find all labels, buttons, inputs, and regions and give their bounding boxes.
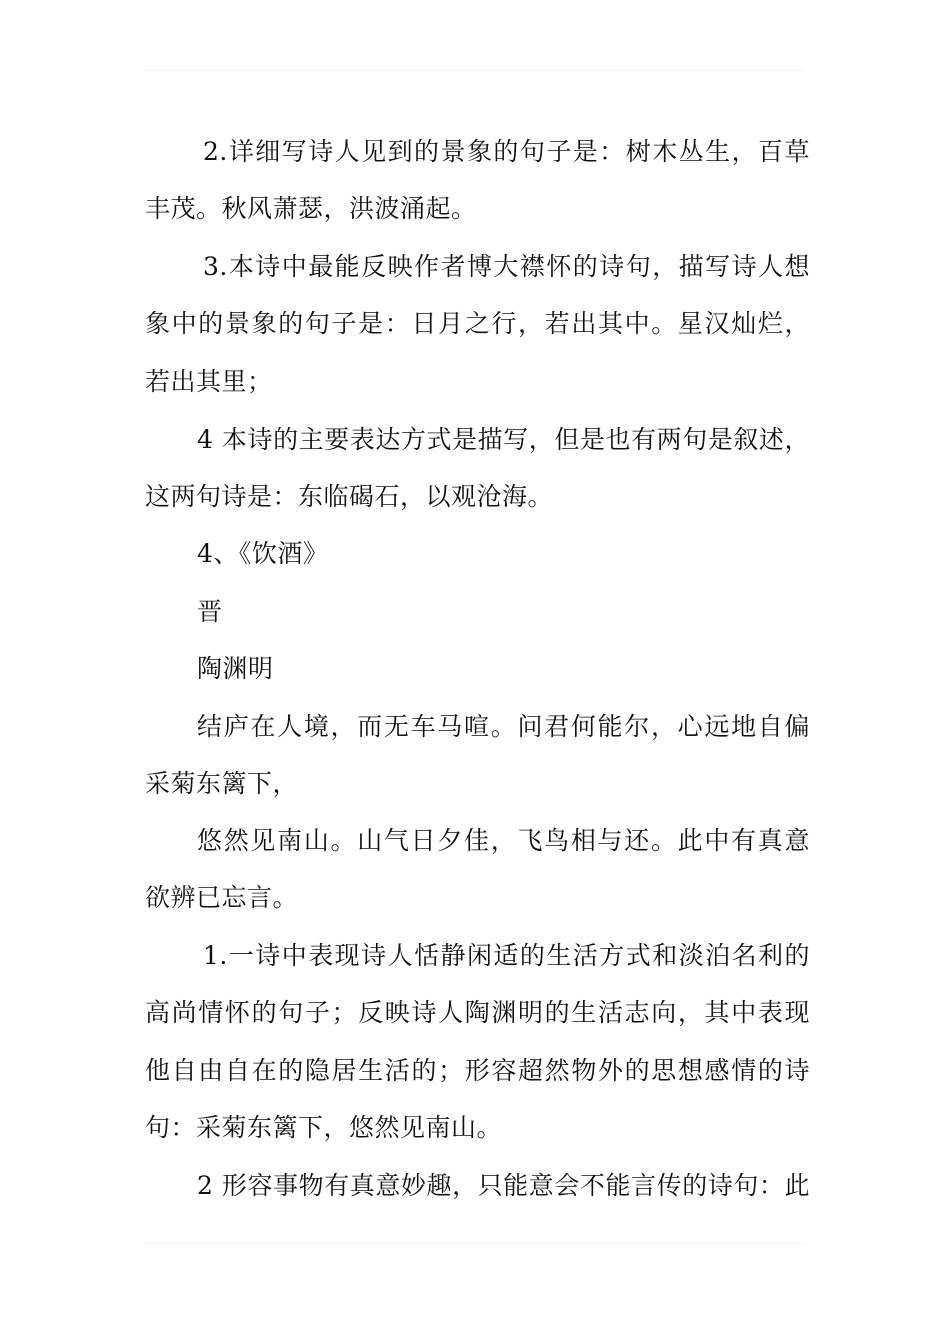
text-line: 他自由自在的隐居生活的；形容超然物外的思想感情的诗 — [145, 1056, 810, 1085]
text-line: 丰茂。秋风萧瑟，洪波涌起。 — [145, 194, 477, 223]
text-line: 高尚情怀的句子；反映诗人陶渊明的生活志向，其中表现 — [145, 998, 810, 1027]
text-line: 2.详细写诗人见到的景象的句子是：树木丛生，百草 — [203, 137, 810, 166]
footer-rule — [145, 1243, 805, 1244]
text-line: 这两句诗是：东临碣石，以观沧海。 — [145, 482, 554, 511]
text-line: 2 形容事物有真意妙趣，只能意会不能言传的诗句：此 — [197, 1171, 810, 1200]
poem-line: 欲辨已忘言。 — [145, 883, 299, 912]
header-rule — [145, 70, 805, 71]
poem-line: 悠然见南山。山气日夕佳，飞鸟相与还。此中有真意 — [197, 826, 810, 855]
text-line: 若出其里； — [145, 367, 273, 396]
text-line: 1.一诗中表现诗人恬静闲适的生活方式和淡泊名利的 — [203, 941, 810, 970]
section-heading: 4、《饮酒》 — [197, 539, 329, 568]
text-line: 3.本诗中最能反映作者博大襟怀的诗句，描写诗人想 — [203, 252, 810, 281]
poem-author: 陶渊明 — [197, 654, 274, 683]
text-line: 句：采菊东篱下，悠然见南山。 — [145, 1113, 503, 1142]
text-line: 象中的景象的句子是：日月之行，若出其中。星汉灿烂， — [145, 309, 810, 338]
poem-line: 结庐在人境，而无车马喧。问君何能尔，心远地自偏 — [197, 712, 810, 741]
poem-line: 采菊东篱下， — [145, 769, 299, 798]
text-line: 4 本诗的主要表达方式是描写，但是也有两句是叙述， — [197, 425, 810, 454]
poem-dynasty: 晋 — [197, 597, 223, 626]
